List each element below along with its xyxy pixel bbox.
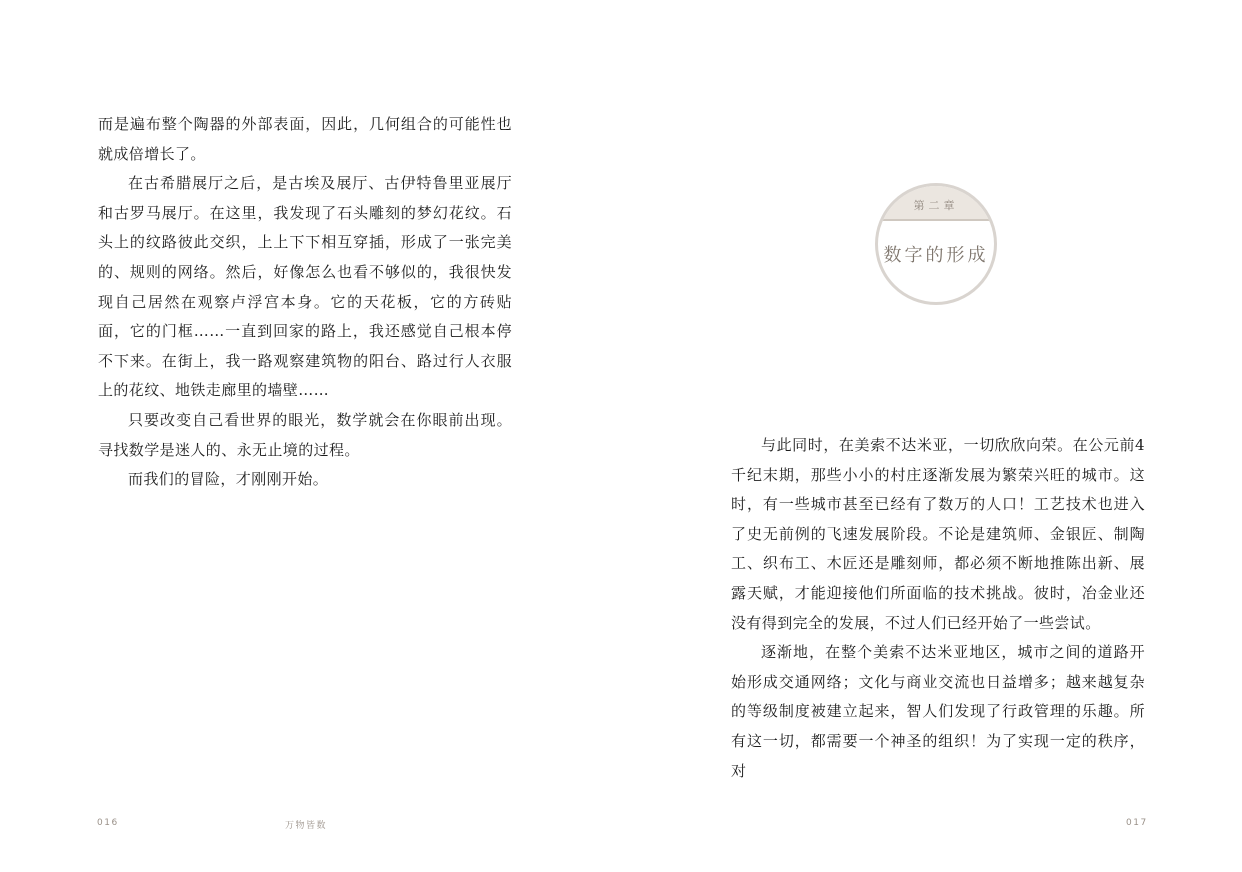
chapter-number: 第二章 bbox=[878, 186, 994, 221]
left-paragraph-1: 而是遍布整个陶器的外部表面，因此，几何组合的可能性也就成倍增长了。 bbox=[98, 115, 512, 163]
right-page-body bbox=[731, 431, 1145, 786]
left-paragraph-3: 只要改变自己看世界的眼光，数学就会在你眼前出现。寻找数学是迷人的、永无止境的过程。 bbox=[98, 410, 512, 459]
left-paragraph-2: 在古希腊展厅之后，是古埃及展厅、古伊特鲁里亚展厅和古罗马展厅。在这里，我发现了石头雕刻的梦幻花纹。石头上的纹路彼此交织，上上下下相互穿插，形成了一张完美的、规则的网络。然后，好像怎么也看不够似的，我很快发现自己居然在观察卢浮宫本身。它的天花板，它的方砖贴面，它的门框……一直到回家的路上，我还感觉自己根本停不下来。在街上，我一路观察建筑物的阳台、路过行人衣服上的花纹、地铁走廊里的墙壁…… bbox=[98, 174, 512, 400]
chapter-title: 数字的形成 bbox=[883, 245, 989, 266]
running-title: 万物皆数 bbox=[285, 821, 328, 831]
right-page bbox=[621, 0, 1242, 872]
right-paragraph-1: 与此同时，在美索不达米亚，一切欣欣向荣。在公元前4千纪末期，那些小小的村庄逐渐发展为繁荣兴旺的城市。这时，有一些城市甚至已经有了数万的人口！工艺技术也进入了史无前例的飞速发展阶段。不论是建筑师、金银匠、制陶工、织布工、木匠还是雕刻师，都必须不断地推陈出新、展露天赋，才能迎接他们所面临的技术挑战。彼时，冶金业还没有得到完全的发展，不过人们已经开始了一些尝试。 bbox=[731, 436, 1145, 632]
left-page-body bbox=[98, 110, 512, 495]
right-paragraph-2: 逐渐地，在整个美索不达米亚地区，城市之间的道路开始形成交通网络；文化与商业交流也日益增多；越来越复杂的等级制度被建立起来，智人们发现了行政管理的乐趣。所有这一切，都需要一个神圣的组织！为了实现一定的秩序，对 bbox=[731, 643, 1145, 780]
left-paragraph-4: 而我们的冒险，才刚刚开始。 bbox=[128, 470, 329, 489]
chapter-badge bbox=[875, 183, 997, 305]
right-page-number: 017 bbox=[1126, 818, 1148, 828]
left-page-number: 016 bbox=[97, 818, 119, 828]
